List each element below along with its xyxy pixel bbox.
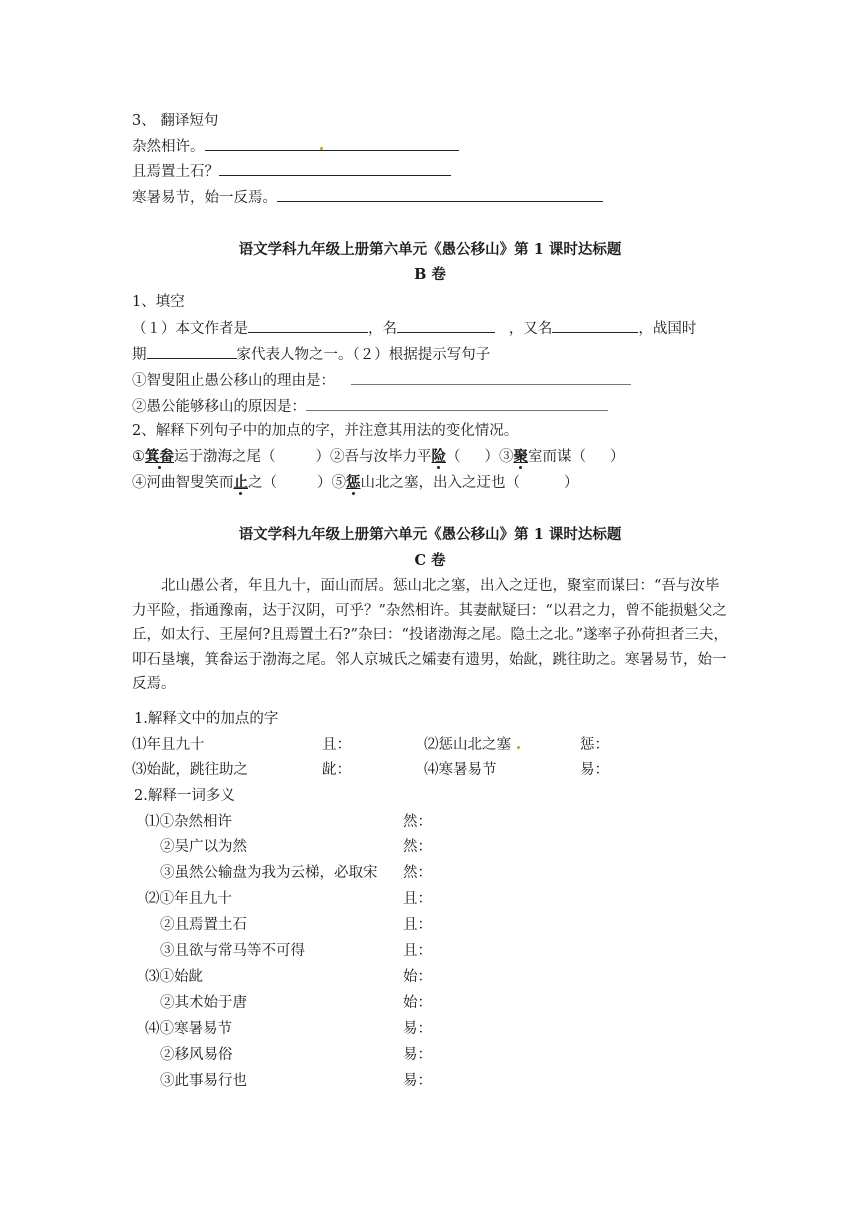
c-q2-row: ⑷①寒暑易节: [145, 1021, 232, 1037]
b-q2-row2: [132, 473, 579, 493]
fill-text: ）: [610, 449, 625, 465]
answer-blank[interactable]: [205, 136, 459, 151]
fill-text: （１）本文作者是: [132, 321, 248, 337]
fill-text: ④河曲智叟笑而: [132, 475, 234, 491]
c-q2-title: 2.解释一词多义: [134, 788, 235, 804]
fill-text: 山北之塞，出入之迂也（: [360, 475, 520, 491]
c-q2-row: ③且欲与常马等不可得: [160, 943, 305, 959]
c-q2-key: 始：: [403, 995, 432, 1011]
c-q1-key-1: 且：: [322, 737, 351, 753]
c-q1-item-4: ⑷寒暑易节: [424, 762, 497, 778]
passage: [132, 574, 732, 697]
b-q1-line2: [132, 344, 490, 365]
section-b-title: 语文学科九年级上册第六单元《愚公移山》第 1 课时达标题: [238, 241, 622, 258]
c-q2-key: 易：: [403, 1047, 432, 1063]
fill-text: ，战国时: [638, 321, 697, 337]
fill-text: ）③: [484, 449, 514, 465]
c-q1-key-2: 惩：: [580, 737, 609, 753]
fill-text: （: [446, 449, 461, 465]
c-q2-row: ⑴①杂然相许: [145, 814, 232, 830]
fill-text: 室而谋（: [528, 449, 586, 465]
name-blank[interactable]: [397, 318, 495, 333]
dotted-word: 聚: [513, 448, 528, 465]
c-q2-key: 然：: [403, 839, 432, 855]
fill-text: ②愚公能够移山的原因是：: [132, 399, 306, 415]
c-q2-key: 然：: [403, 814, 432, 830]
fill-text: ①: [132, 449, 145, 465]
c-q1-item-3: ⑶始龀，跳往助之: [132, 762, 248, 778]
fill-text: 之（: [248, 475, 277, 491]
fill-text: ）⑤: [317, 475, 346, 491]
c-q2-row: ③虽然公输盘为我为云梯，必取宋: [160, 865, 378, 881]
answer-blank[interactable]: [219, 161, 451, 176]
c-q1-key-3: 龀：: [322, 762, 351, 778]
alias-blank[interactable]: [552, 318, 638, 333]
c-q2-key: 易：: [403, 1021, 432, 1037]
fill-text: ①智叟阻止愚公移山的理由是：: [132, 373, 335, 389]
c-q2-row: ②其术始于唐: [160, 995, 247, 1011]
scan-mark: [320, 147, 323, 150]
c-q1-item-2: ⑵惩山北之塞: [424, 737, 511, 753]
fill-text: ，又名: [508, 321, 553, 337]
b-q1-s1: [132, 370, 631, 391]
fill-text: 期: [132, 347, 147, 363]
passage-text: 北山愚公者，年且九十，面山而居。惩山北之塞，出入之迂也，聚室而谋曰：“吾与汝毕力平险，指通豫南，达于汉阴，可乎？”杂然相许。其妻献疑曰：“以君之力，曾不能损魁父之丘，如太行、王屋何?且焉置土石?”杂曰：“投诸渤海之尾。隐土之北。”遂率子孙荷担者三夫，叩石垦壤，箕畚运于渤海之尾。邻人京城氏之孀妻有遗男，始龀，跳往助之。寒暑易节，始一反焉。: [132, 578, 729, 693]
c-q2-key: 始：: [403, 969, 432, 985]
q3-item-1: [132, 136, 459, 157]
dotted-word: 惩: [346, 474, 361, 491]
b-q2-row1: [132, 447, 625, 467]
dotted-word: 止: [233, 474, 248, 491]
author-blank[interactable]: [248, 318, 368, 333]
b-q1-title: 1、填空: [132, 294, 185, 310]
scan-mark: [517, 746, 520, 749]
q3-item-2-text: 且焉置土石？: [132, 164, 219, 180]
q3-item-1-text: 杂然相许。: [132, 139, 205, 155]
fill-text: 家代表人物之一。（２）根据提示写句子: [236, 347, 491, 363]
b-q2-title: 2、解释下列句子中的加点的字，并注意其用法的变化情况。: [132, 423, 519, 439]
dotted-word: 箕畚: [145, 448, 174, 465]
c-q2-row: ②且焉置土石: [160, 917, 247, 933]
section-c-title: 语文学科九年级上册第六单元《愚公移山》第 1 课时达标题: [238, 526, 622, 543]
section-b-subtitle: B 卷: [414, 266, 446, 283]
c-q2-row: ③此事易行也: [160, 1073, 247, 1089]
c-q2-key: 易：: [403, 1073, 432, 1089]
c-q1-item-1: ⑴年且九十: [132, 737, 205, 753]
answer-blank[interactable]: [306, 396, 608, 411]
c-q2-row: ②吴广以为然: [160, 839, 247, 855]
fill-text: ，名: [368, 321, 397, 337]
fill-text: ）: [564, 475, 579, 491]
answer-blank[interactable]: [351, 370, 631, 385]
q3-item-3: [132, 187, 603, 208]
dotted-word: 险: [431, 448, 446, 465]
c-q2-key: 且：: [403, 891, 432, 907]
c-q2-row: ⑶①始龀: [145, 969, 203, 985]
q3-item-3-text: 寒暑易节，始一反焉。: [132, 190, 277, 206]
q3-item-2: [132, 161, 451, 182]
school-blank[interactable]: [147, 344, 237, 359]
q3-title: 3、 翻译短句: [132, 113, 219, 129]
answer-blank[interactable]: [277, 187, 603, 202]
c-q1-title: 1.解释文中的加点的字: [134, 711, 279, 727]
section-c-subtitle: C 卷: [414, 552, 446, 569]
c-q2-row: ②移风易俗: [160, 1047, 233, 1063]
b-q1-s2: [132, 396, 608, 417]
c-q2-row: ⑵①年且九十: [145, 891, 232, 907]
fill-text: ）②吾与汝毕力平: [315, 449, 432, 465]
b-q1-line1: [132, 318, 696, 339]
c-q2-key: 且：: [403, 917, 432, 933]
c-q1-key-4: 易：: [580, 762, 609, 778]
c-q2-key: 且：: [403, 943, 432, 959]
c-q2-key: 然：: [403, 865, 432, 881]
fill-text: 运于渤海之尾（: [174, 449, 276, 465]
